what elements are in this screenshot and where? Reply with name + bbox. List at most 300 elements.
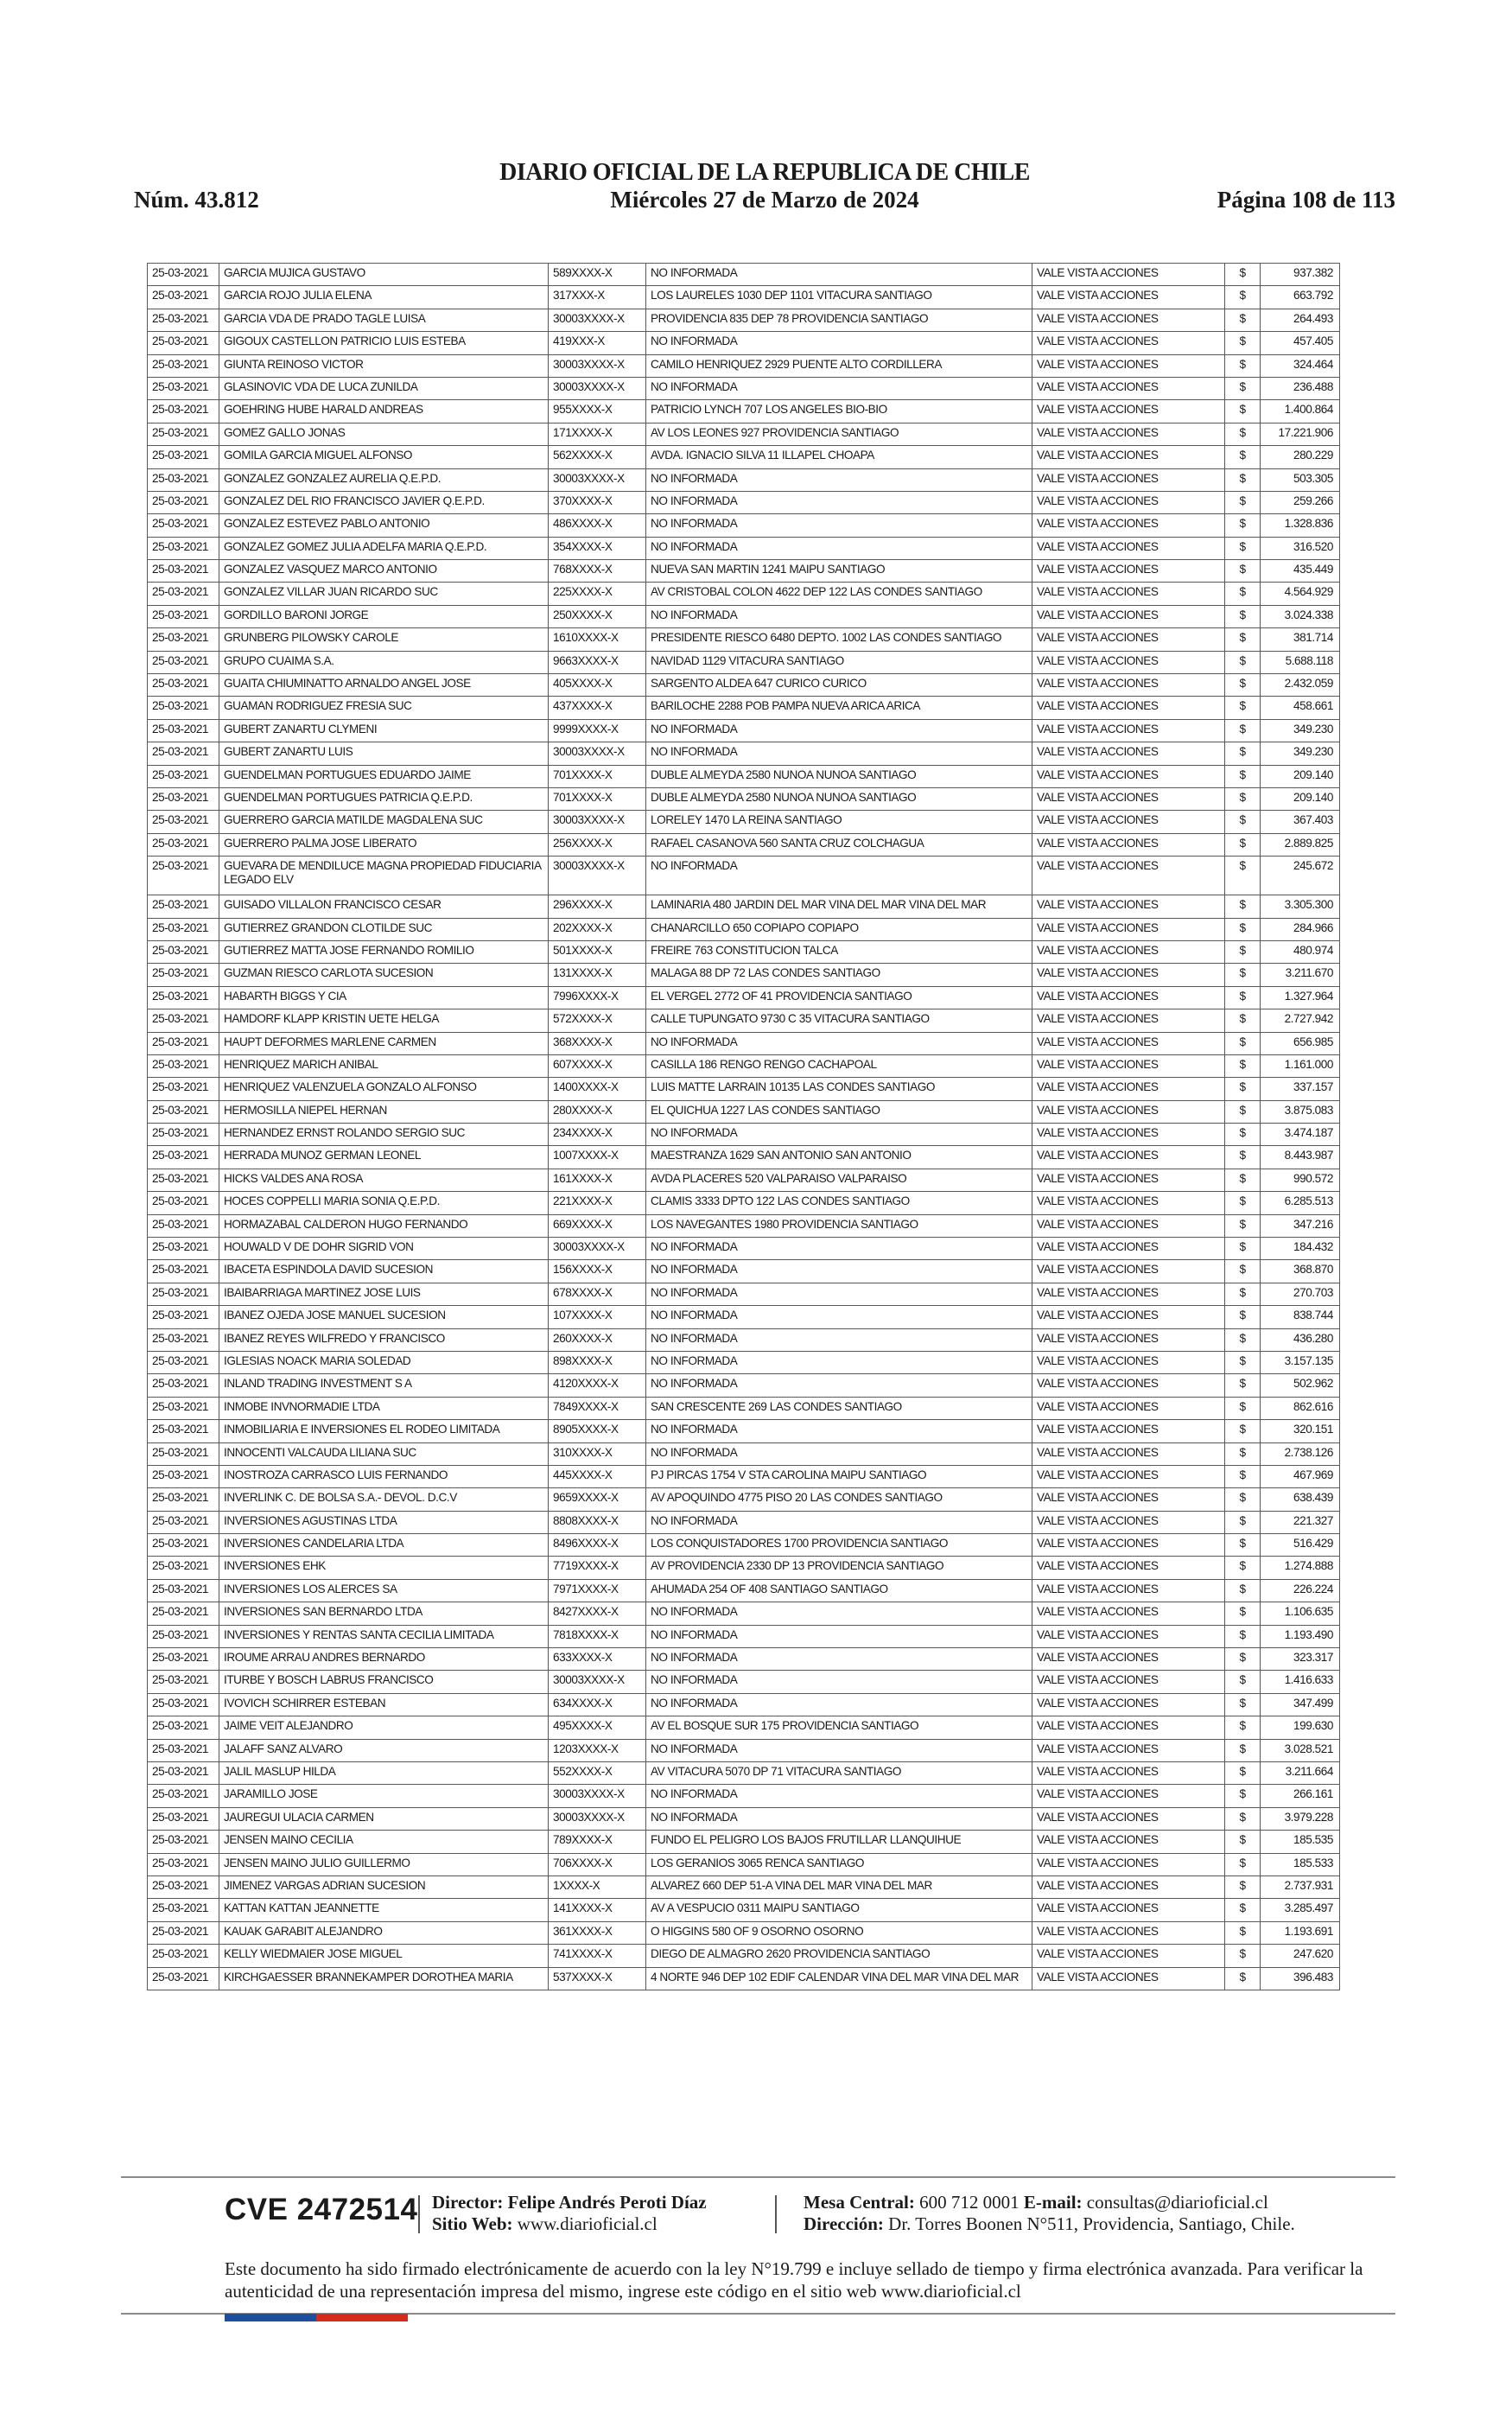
payment-type-cell: VALE VISTA ACCIONES xyxy=(1032,674,1225,697)
rut-cell: 317XXX-X xyxy=(549,286,646,309)
rut-cell: 225XXXX-X xyxy=(549,583,646,605)
date-cell: 25-03-2021 xyxy=(148,1306,219,1328)
date-cell: 25-03-2021 xyxy=(148,1032,219,1054)
payment-type-cell: VALE VISTA ACCIONES xyxy=(1032,583,1225,605)
payment-type-cell: VALE VISTA ACCIONES xyxy=(1032,719,1225,742)
currency-cell: $ xyxy=(1225,1465,1261,1487)
address-cell: NO INFORMADA xyxy=(646,1739,1032,1761)
records-table-container xyxy=(147,263,1340,1990)
table-row xyxy=(148,446,1340,468)
address-cell: NO INFORMADA xyxy=(646,1693,1032,1716)
table-row xyxy=(148,423,1340,445)
email-link[interactable]: consultas@diarioficial.cl xyxy=(1086,2192,1268,2213)
rut-cell: 296XXXX-X xyxy=(549,895,646,918)
address-cell: NO INFORMADA xyxy=(646,1648,1032,1671)
payment-type-cell: VALE VISTA ACCIONES xyxy=(1032,1557,1225,1579)
date-cell: 25-03-2021 xyxy=(148,560,219,583)
amount-cell: 323.317 xyxy=(1261,1648,1340,1671)
address-cell: PROVIDENCIA 835 DEP 78 PROVIDENCIA SANTIAGO xyxy=(646,309,1032,331)
payment-type-cell: VALE VISTA ACCIONES xyxy=(1032,514,1225,537)
rut-cell: 1610XXXX-X xyxy=(549,628,646,651)
currency-cell: $ xyxy=(1225,400,1261,423)
payment-type-cell: VALE VISTA ACCIONES xyxy=(1032,491,1225,513)
amount-cell: 3.024.338 xyxy=(1261,605,1340,627)
date-cell: 25-03-2021 xyxy=(148,674,219,697)
rut-cell: 669XXXX-X xyxy=(549,1214,646,1237)
payment-type-cell: VALE VISTA ACCIONES xyxy=(1032,1876,1225,1898)
address-cell: CLAMIS 3333 DPTO 122 LAS CONDES SANTIAGO xyxy=(646,1192,1032,1214)
amount-cell: 838.744 xyxy=(1261,1306,1340,1328)
address-cell: NO INFORMADA xyxy=(646,537,1032,559)
payment-type-cell: VALE VISTA ACCIONES xyxy=(1032,1397,1225,1419)
amount-cell: 436.280 xyxy=(1261,1328,1340,1351)
director-name: Felipe Andrés Peroti Díaz xyxy=(507,2192,707,2213)
date-cell: 25-03-2021 xyxy=(148,354,219,377)
table-row xyxy=(148,377,1340,399)
date-cell: 25-03-2021 xyxy=(148,514,219,537)
central-phone: 600 712 0001 xyxy=(919,2192,1020,2213)
address-cell: LAMINARIA 480 JARDIN DEL MAR VINA DEL MAR VINA DEL MAR xyxy=(646,895,1032,918)
currency-cell: $ xyxy=(1225,1100,1261,1123)
currency-cell: $ xyxy=(1225,940,1261,963)
address-cell: NO INFORMADA xyxy=(646,1625,1032,1647)
date-cell: 25-03-2021 xyxy=(148,1283,219,1305)
name-cell: GUISADO VILLALON FRANCISCO CESAR xyxy=(219,895,549,918)
website-label: Sitio Web: xyxy=(432,2213,513,2234)
date-cell: 25-03-2021 xyxy=(148,1602,219,1625)
address-cell: CHANARCILLO 650 COPIAPO COPIAPO xyxy=(646,918,1032,940)
amount-cell: 349.230 xyxy=(1261,719,1340,742)
table-row xyxy=(148,986,1340,1009)
currency-cell: $ xyxy=(1225,1807,1261,1830)
name-cell: GRUNBERG PILOWSKY CAROLE xyxy=(219,628,549,651)
table-row xyxy=(148,940,1340,963)
address-cell: DUBLE ALMEYDA 2580 NUNOA NUNOA SANTIAGO xyxy=(646,787,1032,810)
rut-cell: 633XXXX-X xyxy=(549,1648,646,1671)
rut-cell: 8427XXXX-X xyxy=(549,1602,646,1625)
name-cell: HAUPT DEFORMES MARLENE CARMEN xyxy=(219,1032,549,1054)
date-cell: 25-03-2021 xyxy=(148,1579,219,1602)
name-cell: GUTIERREZ GRANDON CLOTILDE SUC xyxy=(219,918,549,940)
currency-cell: $ xyxy=(1225,986,1261,1009)
date-cell: 25-03-2021 xyxy=(148,1100,219,1123)
name-cell: GUZMAN RIESCO CARLOTA SUCESION xyxy=(219,964,549,986)
name-cell: HENRIQUEZ VALENZUELA GONZALO ALFONSO xyxy=(219,1078,549,1100)
table-row xyxy=(148,1921,1340,1944)
payment-type-cell: VALE VISTA ACCIONES xyxy=(1032,895,1225,918)
rut-cell: 495XXXX-X xyxy=(549,1716,646,1739)
address-cell: AV CRISTOBAL COLON 4622 DEP 122 LAS CONDES SANTIAGO xyxy=(646,583,1032,605)
table-row xyxy=(148,1831,1340,1853)
name-cell: HOCES COPPELLI MARIA SONIA Q.E.P.D. xyxy=(219,1192,549,1214)
table-row xyxy=(148,1009,1340,1032)
date-cell: 25-03-2021 xyxy=(148,1557,219,1579)
name-cell: GUAMAN RODRIGUEZ FRESIA SUC xyxy=(219,697,549,719)
name-cell: INVERSIONES AGUSTINAS LTDA xyxy=(219,1511,549,1533)
payment-type-cell: VALE VISTA ACCIONES xyxy=(1032,1807,1225,1830)
table-row xyxy=(148,1124,1340,1146)
currency-cell: $ xyxy=(1225,1762,1261,1785)
payment-type-cell: VALE VISTA ACCIONES xyxy=(1032,423,1225,445)
date-cell: 25-03-2021 xyxy=(148,1214,219,1237)
address-cell: EL VERGEL 2772 OF 41 PROVIDENCIA SANTIAGO xyxy=(646,986,1032,1009)
address-cell: NO INFORMADA xyxy=(646,1602,1032,1625)
amount-cell: 236.488 xyxy=(1261,377,1340,399)
address-cell: NO INFORMADA xyxy=(646,1260,1032,1283)
date-cell: 25-03-2021 xyxy=(148,1716,219,1739)
amount-cell: 3.979.228 xyxy=(1261,1807,1340,1830)
currency-cell: $ xyxy=(1225,537,1261,559)
address-cell: FREIRE 763 CONSTITUCION TALCA xyxy=(646,940,1032,963)
currency-cell: $ xyxy=(1225,1146,1261,1169)
rut-cell: 1007XXXX-X xyxy=(549,1146,646,1169)
address-cell: NO INFORMADA xyxy=(646,1671,1032,1693)
currency-cell: $ xyxy=(1225,1009,1261,1032)
table-row xyxy=(148,857,1340,895)
table-row xyxy=(148,1260,1340,1283)
address-cell: NO INFORMADA xyxy=(646,742,1032,765)
address-cell: SAN CRESCENTE 269 LAS CONDES SANTIAGO xyxy=(646,1397,1032,1419)
date-cell: 25-03-2021 xyxy=(148,1831,219,1853)
address-cell: NO INFORMADA xyxy=(646,1785,1032,1807)
amount-cell: 259.266 xyxy=(1261,491,1340,513)
currency-cell: $ xyxy=(1225,377,1261,399)
currency-cell: $ xyxy=(1225,1967,1261,1990)
payment-type-cell: VALE VISTA ACCIONES xyxy=(1032,1146,1225,1169)
currency-cell: $ xyxy=(1225,1442,1261,1465)
table-row xyxy=(148,1100,1340,1123)
payment-type-cell: VALE VISTA ACCIONES xyxy=(1032,1785,1225,1807)
rut-cell: 30003XXXX-X xyxy=(549,811,646,833)
flag-stripe-blue xyxy=(225,2314,316,2321)
name-cell: GUENDELMAN PORTUGUES PATRICIA Q.E.P.D. xyxy=(219,787,549,810)
date-cell: 25-03-2021 xyxy=(148,423,219,445)
rut-cell: 1400XXXX-X xyxy=(549,1078,646,1100)
amount-cell: 347.216 xyxy=(1261,1214,1340,1237)
payment-type-cell: VALE VISTA ACCIONES xyxy=(1032,1283,1225,1305)
currency-cell: $ xyxy=(1225,1716,1261,1739)
currency-cell: $ xyxy=(1225,1921,1261,1944)
rut-cell: 701XXXX-X xyxy=(549,765,646,787)
address-cell: MAESTRANZA 1629 SAN ANTONIO SAN ANTONIO xyxy=(646,1146,1032,1169)
payment-type-cell: VALE VISTA ACCIONES xyxy=(1032,1739,1225,1761)
payment-type-cell: VALE VISTA ACCIONES xyxy=(1032,811,1225,833)
date-cell: 25-03-2021 xyxy=(148,1762,219,1785)
payment-type-cell: VALE VISTA ACCIONES xyxy=(1032,1032,1225,1054)
payment-type-cell: VALE VISTA ACCIONES xyxy=(1032,857,1225,895)
payment-type-cell: VALE VISTA ACCIONES xyxy=(1032,1625,1225,1647)
date-cell: 25-03-2021 xyxy=(148,1625,219,1647)
amount-cell: 1.274.888 xyxy=(1261,1557,1340,1579)
date-cell: 25-03-2021 xyxy=(148,940,219,963)
payment-type-cell: VALE VISTA ACCIONES xyxy=(1032,1009,1225,1032)
amount-cell: 862.616 xyxy=(1261,1397,1340,1419)
rut-cell: 30003XXXX-X xyxy=(549,857,646,895)
address-cell: NO INFORMADA xyxy=(646,719,1032,742)
address-cell: DIEGO DE ALMAGRO 2620 PROVIDENCIA SANTIAGO xyxy=(646,1945,1032,1967)
table-row xyxy=(148,1397,1340,1419)
name-cell: JALIL MASLUP HILDA xyxy=(219,1762,549,1785)
amount-cell: 324.464 xyxy=(1261,354,1340,377)
name-cell: INVERSIONES EHK xyxy=(219,1557,549,1579)
name-cell: IROUME ARRAU ANDRES BERNARDO xyxy=(219,1648,549,1671)
table-row xyxy=(148,1169,1340,1191)
table-row xyxy=(148,1625,1340,1647)
name-cell: GONZALEZ GONZALEZ AURELIA Q.E.P.D. xyxy=(219,468,549,491)
payment-type-cell: VALE VISTA ACCIONES xyxy=(1032,986,1225,1009)
address-cell: NO INFORMADA xyxy=(646,468,1032,491)
address-cell: CALLE TUPUNGATO 9730 C 35 VITACURA SANTIAGO xyxy=(646,1009,1032,1032)
address-cell: NO INFORMADA xyxy=(646,1807,1032,1830)
table-row xyxy=(148,264,1340,286)
address-cell: NO INFORMADA xyxy=(646,1032,1032,1054)
rut-cell: 280XXXX-X xyxy=(549,1100,646,1123)
rut-cell: 7849XXXX-X xyxy=(549,1397,646,1419)
flag-stripe-red xyxy=(316,2314,408,2321)
address-cell: SARGENTO ALDEA 647 CURICO CURICO xyxy=(646,674,1032,697)
rut-cell: 789XXXX-X xyxy=(549,1831,646,1853)
rut-cell: 131XXXX-X xyxy=(549,964,646,986)
amount-cell: 245.672 xyxy=(1261,857,1340,895)
address-cell: AHUMADA 254 OF 408 SANTIAGO SANTIAGO xyxy=(646,1579,1032,1602)
name-cell: GUAITA CHIUMINATTO ARNALDO ANGEL JOSE xyxy=(219,674,549,697)
currency-cell: $ xyxy=(1225,719,1261,742)
currency-cell: $ xyxy=(1225,1671,1261,1693)
amount-cell: 3.305.300 xyxy=(1261,895,1340,918)
address-cell: LOS LAURELES 1030 DEP 1101 VITACURA SANTIAGO xyxy=(646,286,1032,309)
rut-cell: 30003XXXX-X xyxy=(549,468,646,491)
address-cell: AV VITACURA 5070 DP 71 VITACURA SANTIAGO xyxy=(646,1762,1032,1785)
date-cell: 25-03-2021 xyxy=(148,765,219,787)
date-cell: 25-03-2021 xyxy=(148,697,219,719)
name-cell: GOEHRING HUBE HARALD ANDREAS xyxy=(219,400,549,423)
address-cell: PJ PIRCAS 1754 V STA CAROLINA MAIPU SANTIAGO xyxy=(646,1465,1032,1487)
date-cell: 25-03-2021 xyxy=(148,1420,219,1442)
date-cell: 25-03-2021 xyxy=(148,400,219,423)
currency-cell: $ xyxy=(1225,1945,1261,1967)
currency-cell: $ xyxy=(1225,1374,1261,1397)
amount-cell: 3.028.521 xyxy=(1261,1739,1340,1761)
table-row xyxy=(148,583,1340,605)
table-row xyxy=(148,697,1340,719)
date-cell: 25-03-2021 xyxy=(148,1054,219,1077)
date-cell: 25-03-2021 xyxy=(148,309,219,331)
amount-cell: 1.161.000 xyxy=(1261,1054,1340,1077)
rut-cell: 501XXXX-X xyxy=(549,940,646,963)
name-cell: GIGOUX CASTELLON PATRICIO LUIS ESTEBA xyxy=(219,332,549,354)
address-cell: NO INFORMADA xyxy=(646,857,1032,895)
currency-cell: $ xyxy=(1225,765,1261,787)
date-cell: 25-03-2021 xyxy=(148,1397,219,1419)
currency-cell: $ xyxy=(1225,1648,1261,1671)
table-row xyxy=(148,1511,1340,1533)
rut-cell: 30003XXXX-X xyxy=(549,354,646,377)
table-row xyxy=(148,1238,1340,1260)
name-cell: GORDILLO BARONI JORGE xyxy=(219,605,549,627)
date-cell: 25-03-2021 xyxy=(148,1260,219,1283)
rut-cell: 486XXXX-X xyxy=(549,514,646,537)
rut-cell: 1203XXXX-X xyxy=(549,1739,646,1761)
payment-type-cell: VALE VISTA ACCIONES xyxy=(1032,1511,1225,1533)
rut-cell: 361XXXX-X xyxy=(549,1921,646,1944)
date-cell: 25-03-2021 xyxy=(148,446,219,468)
name-cell: GARCIA MUJICA GUSTAVO xyxy=(219,264,549,286)
name-cell: HERNANDEZ ERNST ROLANDO SERGIO SUC xyxy=(219,1124,549,1146)
address-cell: CASILLA 186 RENGO RENGO CACHAPOAL xyxy=(646,1054,1032,1077)
currency-cell: $ xyxy=(1225,1693,1261,1716)
name-cell: GRUPO CUAIMA S.A. xyxy=(219,651,549,673)
amount-cell: 185.535 xyxy=(1261,1831,1340,1853)
payment-type-cell: VALE VISTA ACCIONES xyxy=(1032,651,1225,673)
name-cell: HERMOSILLA NIEPEL HERNAN xyxy=(219,1100,549,1123)
rut-cell: 741XXXX-X xyxy=(549,1945,646,1967)
payment-type-cell: VALE VISTA ACCIONES xyxy=(1032,1214,1225,1237)
amount-cell: 2.738.126 xyxy=(1261,1442,1340,1465)
rut-cell: 955XXXX-X xyxy=(549,400,646,423)
table-row xyxy=(148,811,1340,833)
address-cell: NO INFORMADA xyxy=(646,1511,1032,1533)
name-cell: IGLESIAS NOACK MARIA SOLEDAD xyxy=(219,1351,549,1373)
table-row xyxy=(148,1328,1340,1351)
payment-type-cell: VALE VISTA ACCIONES xyxy=(1032,742,1225,765)
date-cell: 25-03-2021 xyxy=(148,1374,219,1397)
payment-type-cell: VALE VISTA ACCIONES xyxy=(1032,1465,1225,1487)
amount-cell: 2.727.942 xyxy=(1261,1009,1340,1032)
address-cell: EL QUICHUA 1227 LAS CONDES SANTIAGO xyxy=(646,1100,1032,1123)
date-cell: 25-03-2021 xyxy=(148,1124,219,1146)
currency-cell: $ xyxy=(1225,833,1261,856)
table-row xyxy=(148,1465,1340,1487)
payment-type-cell: VALE VISTA ACCIONES xyxy=(1032,1420,1225,1442)
currency-cell: $ xyxy=(1225,264,1261,286)
amount-cell: 516.429 xyxy=(1261,1534,1340,1557)
address-cell: NO INFORMADA xyxy=(646,377,1032,399)
address-cell: NO INFORMADA xyxy=(646,1238,1032,1260)
payment-type-cell: VALE VISTA ACCIONES xyxy=(1032,1762,1225,1785)
amount-cell: 8.443.987 xyxy=(1261,1146,1340,1169)
payment-type-cell: VALE VISTA ACCIONES xyxy=(1032,1853,1225,1876)
amount-cell: 1.193.490 xyxy=(1261,1625,1340,1647)
date-cell: 25-03-2021 xyxy=(148,1899,219,1921)
name-cell: GARCIA VDA DE PRADO TAGLE LUISA xyxy=(219,309,549,331)
date-cell: 25-03-2021 xyxy=(148,1078,219,1100)
legal-notice: Este documento ha sido firmado electrónicamente de acuerdo con la ley N°19.799 e incluye sellado de tiempo y firma electrónica avanzada. Para verificar la autenticidad de una representación impresa del mismo, ingrese este código en el sitio web www.diarioficial.cl xyxy=(225,2258,1363,2302)
amount-cell: 280.229 xyxy=(1261,446,1340,468)
name-cell: INVERLINK C. DE BOLSA S.A.- DEVOL. D.C.V xyxy=(219,1488,549,1511)
address-cell: NO INFORMADA xyxy=(646,1283,1032,1305)
payment-type-cell: VALE VISTA ACCIONES xyxy=(1032,286,1225,309)
rut-cell: 8808XXXX-X xyxy=(549,1511,646,1533)
address-cell: NO INFORMADA xyxy=(646,1124,1032,1146)
table-row xyxy=(148,742,1340,765)
website-link[interactable]: www.diarioficial.cl xyxy=(517,2213,658,2234)
amount-cell: 435.449 xyxy=(1261,560,1340,583)
payment-type-cell: VALE VISTA ACCIONES xyxy=(1032,964,1225,986)
currency-cell: $ xyxy=(1225,1054,1261,1077)
table-row xyxy=(148,1374,1340,1397)
page-header xyxy=(134,160,1395,220)
payment-type-cell: VALE VISTA ACCIONES xyxy=(1032,1351,1225,1373)
table-row xyxy=(148,1807,1340,1830)
address-cell: AV APOQUINDO 4775 PISO 20 LAS CONDES SANTIAGO xyxy=(646,1488,1032,1511)
table-row xyxy=(148,628,1340,651)
name-cell: HORMAZABAL CALDERON HUGO FERNANDO xyxy=(219,1214,549,1237)
rut-cell: 445XXXX-X xyxy=(549,1465,646,1487)
currency-cell: $ xyxy=(1225,651,1261,673)
rut-cell: 234XXXX-X xyxy=(549,1124,646,1146)
address-cell: NO INFORMADA xyxy=(646,1374,1032,1397)
name-cell: IBACETA ESPINDOLA DAVID SUCESION xyxy=(219,1260,549,1283)
contact-info xyxy=(804,2192,1295,2235)
table-row xyxy=(148,1671,1340,1693)
date-cell: 25-03-2021 xyxy=(148,986,219,1009)
rut-cell: 405XXXX-X xyxy=(549,674,646,697)
name-cell: INVERSIONES CANDELARIA LTDA xyxy=(219,1534,549,1557)
rut-cell: 30003XXXX-X xyxy=(549,377,646,399)
currency-cell: $ xyxy=(1225,1283,1261,1305)
rut-cell: 419XXX-X xyxy=(549,332,646,354)
currency-cell: $ xyxy=(1225,1511,1261,1533)
amount-cell: 226.224 xyxy=(1261,1579,1340,1602)
table-row xyxy=(148,1557,1340,1579)
rut-cell: 30003XXXX-X xyxy=(549,309,646,331)
date-cell: 25-03-2021 xyxy=(148,1534,219,1557)
payment-type-cell: VALE VISTA ACCIONES xyxy=(1032,628,1225,651)
currency-cell: $ xyxy=(1225,491,1261,513)
address-cell: AVDA PLACERES 520 VALPARAISO VALPARAISO xyxy=(646,1169,1032,1191)
date-cell: 25-03-2021 xyxy=(148,1169,219,1191)
date-cell: 25-03-2021 xyxy=(148,628,219,651)
name-cell: HAMDORF KLAPP KRISTIN UETE HELGA xyxy=(219,1009,549,1032)
name-cell: GONZALEZ VILLAR JUAN RICARDO SUC xyxy=(219,583,549,605)
date-cell: 25-03-2021 xyxy=(148,537,219,559)
name-cell: JENSEN MAINO JULIO GUILLERMO xyxy=(219,1853,549,1876)
rut-cell: 4120XXXX-X xyxy=(549,1374,646,1397)
currency-cell: $ xyxy=(1225,857,1261,895)
amount-cell: 1.327.964 xyxy=(1261,986,1340,1009)
amount-cell: 503.305 xyxy=(1261,468,1340,491)
payment-type-cell: VALE VISTA ACCIONES xyxy=(1032,1945,1225,1967)
table-row xyxy=(148,354,1340,377)
name-cell: KAUAK GARABIT ALEJANDRO xyxy=(219,1921,549,1944)
table-row xyxy=(148,1762,1340,1785)
amount-cell: 349.230 xyxy=(1261,742,1340,765)
director-label: Director: xyxy=(432,2192,504,2213)
payment-type-cell: VALE VISTA ACCIONES xyxy=(1032,377,1225,399)
payment-type-cell: VALE VISTA ACCIONES xyxy=(1032,1602,1225,1625)
name-cell: KIRCHGAESSER BRANNEKAMPER DOROTHEA MARIA xyxy=(219,1967,549,1990)
amount-cell: 184.432 xyxy=(1261,1238,1340,1260)
currency-cell: $ xyxy=(1225,1785,1261,1807)
date-cell: 25-03-2021 xyxy=(148,1648,219,1671)
amount-cell: 381.714 xyxy=(1261,628,1340,651)
name-cell: HICKS VALDES ANA ROSA xyxy=(219,1169,549,1191)
name-cell: INVERSIONES SAN BERNARDO LTDA xyxy=(219,1602,549,1625)
rut-cell: 678XXXX-X xyxy=(549,1283,646,1305)
name-cell: IBAIBARRIAGA MARTINEZ JOSE LUIS xyxy=(219,1283,549,1305)
date-cell: 25-03-2021 xyxy=(148,895,219,918)
rut-cell: 368XXXX-X xyxy=(549,1032,646,1054)
date-cell: 25-03-2021 xyxy=(148,264,219,286)
payment-type-cell: VALE VISTA ACCIONES xyxy=(1032,1100,1225,1123)
currency-cell: $ xyxy=(1225,446,1261,468)
rut-cell: 30003XXXX-X xyxy=(549,742,646,765)
currency-cell: $ xyxy=(1225,1214,1261,1237)
table-row xyxy=(148,1283,1340,1305)
amount-cell: 663.792 xyxy=(1261,286,1340,309)
date-cell: 25-03-2021 xyxy=(148,1488,219,1511)
payment-type-cell: VALE VISTA ACCIONES xyxy=(1032,1648,1225,1671)
